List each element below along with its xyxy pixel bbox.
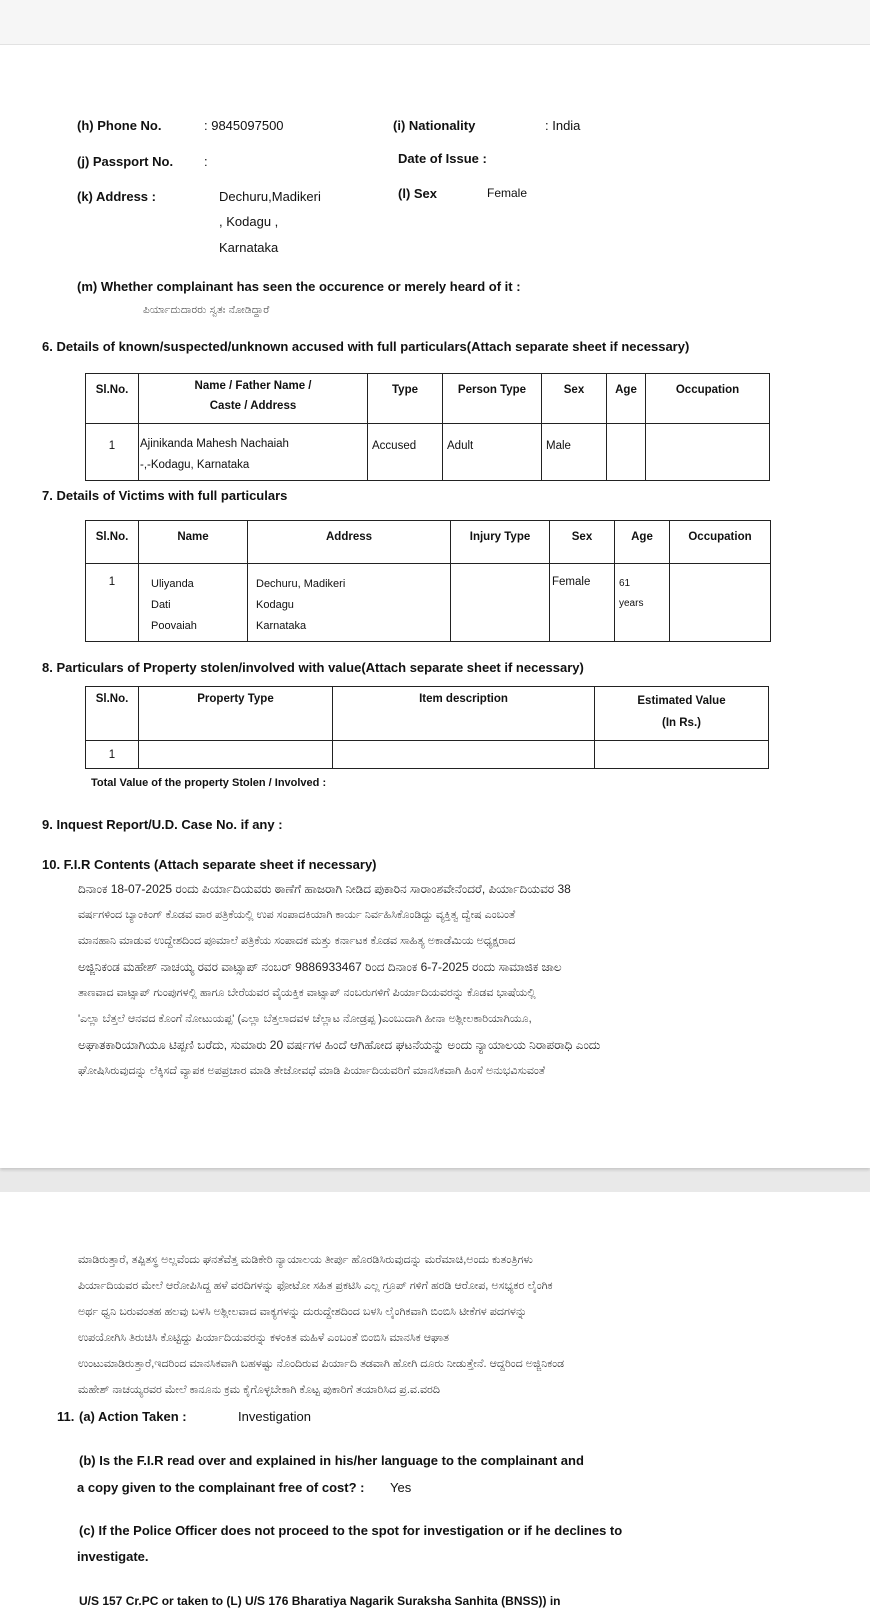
seen-occurrence-value: ಪಿರ್ಯಾದುದಾರರು ಸ್ವತಃ ನೋಡಿದ್ದಾರೆ — [143, 304, 270, 316]
sex-label: (l) Sex — [398, 186, 438, 201]
accused-occupation — [646, 424, 770, 481]
action-taken-value: Investigation — [238, 1409, 311, 1424]
col-address: Address — [248, 521, 451, 564]
fir-line: ಘೋಷಿಸಿರುವುದನ್ನು ಲೆಕ್ಕಿಸದೆ ವ್ಯಾಪಕ ಅಪಪ್ರಚಾರ ಮಾಡಿ ತೇಜೋವಧೆ ಮಾಡಿ ಪಿರ್ಯಾದಿಯವರಿಗೆ ಮಾನಸಿಕವಾಗಿ ಹಿಂಸೆ ಅನುಭವಿಸುವಂತೆ — [78, 1065, 546, 1077]
passport-value: : — [204, 154, 208, 169]
victim-age: 61 years — [615, 564, 670, 642]
fir-contents-page-2 — [78, 1247, 778, 1403]
police-officer-label-1: (c) If the Police Officer does not proceed to the spot for investigation or if he declines to — [79, 1523, 623, 1538]
fir-line: ಮಹೇಶ್ ನಾಚಯ್ಯರವರ ಮೇಲೆ ಕಾನೂನು ಕ್ರಮ ಕೈಗೊಳ್ಳಬೇಕಾಗಿ ಕೊಟ್ಟ ಪುಕಾರಿಗೆ ತಯಾರಿಸಿದ ಪ್ರ.ವ.ವರದಿ — [78, 1384, 440, 1396]
col-type: Type — [368, 374, 443, 424]
document-page-2 — [0, 1192, 870, 1608]
fir-line: ಪಿರ್ಯಾದಿಯವರ ಮೇಲೆ ಆರೋಪಿಸಿದ್ದ ಹಳೆ ವರದಿಗಳನ್ನು ಫೋಟೋ ಸಹಿತ ಪ್ರಕಟಿಸಿ ಎಲ್ಲ ಗ್ರೂಪ್ ಗಳಿಗೆ ಹರಡಿ ಆರೋಪ, ಅಸಭ್ಯಕರ ಲೈಂಗಿಕ — [78, 1280, 553, 1292]
address-line-2: , Kodagu , — [219, 214, 279, 229]
col-name: Name — [139, 521, 248, 564]
seen-occurrence-label: (m) Whether complainant has seen the occurence or merely heard of it : — [77, 279, 521, 294]
phone-value: : 9845097500 — [204, 118, 284, 133]
fir-read-over-value: Yes — [390, 1480, 412, 1495]
fir-line: ಉಪಯೋಗಿಸಿ ತಿರುಚಿಸಿ ಕೊಟ್ಟಿದ್ದು ಪಿರ್ಯಾದಿಯವರನ್ನು ಕಳಂಕಿತ ಮಹಿಳೆ ಎಂಬಂತೆ ಬಿಂಬಿಸಿ ಮಾನಸಿಕ ಆಘಾತ — [78, 1332, 449, 1344]
fir-line: ಮಾಡಿರುತ್ತಾರೆ, ತಪ್ಪಿತಸ್ಥ ಅಲ್ಲವೆಂದು ಘನತೆವೆತ್ತ ಮಡಿಕೇರಿ ನ್ಯಾಯಾಲಯ ತೀರ್ಪು ಹೊರಡಿಸಿರುವುದನ್ನು ಮರೆಮಾಚಿ,ಅಂದು ಕುತಂತ್ರಿಗಳು — [78, 1254, 533, 1266]
victim-address: Dechuru, Madikeri Kodagu Karnataka — [248, 564, 451, 642]
col-sex: Sex — [550, 521, 615, 564]
fir-read-over-label-1: (b) Is the F.I.R read over and explained in his/her language to the complainant and — [79, 1453, 584, 1468]
victim-sl: 1 — [86, 564, 139, 642]
section-6-title: 6. Details of known/suspected/unknown accused with full particulars(Attach separate sheet if necessary) — [42, 339, 690, 354]
col-person-type: Person Type — [443, 374, 542, 424]
col-sl-no: Sl.No. — [86, 521, 139, 564]
section-9-title: 9. Inquest Report/U.D. Case No. if any : — [42, 817, 283, 832]
property-type — [139, 741, 333, 769]
action-taken-label: (a) Action Taken : — [79, 1409, 187, 1424]
section-10-title: 10. F.I.R Contents (Attach separate sheet if necessary) — [42, 857, 377, 872]
fir-line: ವರ್ಷಗಳಿಂದ ಬ್ಯಾಂಕಿಂಗ್ ಕೊಡವ ವಾರ ಪತ್ರಿಕೆಯಲ್ಲಿ ಉಪ ಸಂಪಾದಕಿಯಾಗಿ ಕಾರ್ಯ ನಿರ್ವಹಿಸಿಕೊಂಡಿದ್ದು ವ್ಯಕ್ತಿತ್ವ ದ್ವೇಷ ಎಂಬಂತೆ — [78, 909, 516, 921]
victims-table — [85, 520, 771, 642]
nationality-value: : India — [545, 118, 581, 133]
phone-label: (h) Phone No. — [77, 118, 162, 133]
fir-line: ದಿನಾಂಕ 18-07-2025 ರಂದು ಪಿರ್ಯಾದಿಯವರು ಠಾಣೆಗೆ ಹಾಜರಾಗಿ ನೀಡಿದ ಪುಕಾರಿನ ಸಾರಾಂಶವೇನೆಂದರೆ, ಪಿರ್ಯಾದಿಯವರ 38 — [78, 882, 571, 896]
property-desc — [333, 741, 595, 769]
accused-sex: Male — [542, 424, 607, 481]
section-8-title: 8. Particulars of Property stolen/involved with value(Attach separate sheet if necessary) — [42, 660, 584, 675]
fir-line: ಅಘಾತಕಾರಿಯಾಗಿಯೂ ಟಿಪ್ಪಣಿ ಬರೆದು, ಸುಮಾರು 20 ವರ್ಷಗಳ ಹಿಂದೆ ಆಗಿಹೋದ ಘಟನೆಯನ್ನು ಅಂದು ನ್ಯಾಯಾಲಯ ನಿರಾಪರಾಧಿ ಎಂದು — [78, 1038, 601, 1052]
victim-sex: Female — [550, 564, 615, 642]
fir-read-over-label-2: a copy given to the complainant free of cost? : — [77, 1480, 365, 1495]
fir-line: ಅಜ್ಜಿನಿಕಂಡ ಮಹೇಶ್ ನಾಚಯ್ಯ ರವರ ವಾಟ್ಸಾಪ್ ನಂಬರ್ 9886933467 ರಿಂದ ದಿನಾಂಕ 6-7-2025 ರಂದು ಸಾಮಾಜಿಕ ಜಾಲ — [78, 960, 562, 974]
fir-line: ಮಾನಹಾನಿ ಮಾಡುವ ಉದ್ದೇಶದಿಂದ ಪೂಮಾಲೆ ಪತ್ರಿಕೆಯ ಸಂಪಾದಕ ಮತ್ತು ಕರ್ನಾಟಕ ಕೊಡವ ಸಾಹಿತ್ಯ ಅಕಾಡೆಮಿಯ ಅಧ್ಯಕ್ಷರಾದ — [78, 935, 516, 947]
table-row — [86, 424, 770, 481]
fir-line: ತಾಣವಾದ ವಾಟ್ಸಾಪ್ ಗುಂಪುಗಳಲ್ಲಿ ಹಾಗೂ ಬೇರೆಯವರ ವೈಯಕ್ತಿಕ ವಾಟ್ಸಾಪ್ ನಂಬರುಗಳಿಗೆ ಪಿರ್ಯಾದಿಯವರನ್ನು ಕೊಡವ ಭಾಷೆಯಲ್ಲಿ — [78, 987, 536, 999]
passport-label: (j) Passport No. — [77, 154, 174, 169]
col-sl-no: Sl.No. — [86, 374, 139, 424]
col-injury-type: Injury Type — [451, 521, 550, 564]
accused-type: Accused — [368, 424, 443, 481]
section-11-number: 11. — [57, 1409, 75, 1424]
property-table — [85, 686, 769, 769]
col-occupation: Occupation — [646, 374, 770, 424]
sex-value: Female — [487, 186, 528, 200]
accused-name-address: Ajinikanda Mahesh Nachaiah -,-Kodagu, Karnataka — [139, 424, 368, 481]
col-sex: Sex — [542, 374, 607, 424]
col-item-description: Item description — [333, 687, 595, 741]
col-occupation: Occupation — [670, 521, 771, 564]
page-top-margin — [0, 0, 870, 45]
col-name-father-caste-address: Name / Father Name / Caste / Address — [139, 374, 368, 424]
date-of-issue-label: Date of Issue : — [398, 151, 487, 166]
property-sl: 1 — [86, 741, 139, 769]
col-estimated-value: Estimated Value (In Rs.) — [595, 687, 769, 741]
victim-name: Uliyanda Dati Poovaiah — [139, 564, 248, 642]
table-header-row — [86, 374, 770, 424]
table-row — [86, 741, 769, 769]
address-line-1: Dechuru,Madikeri — [219, 189, 321, 204]
col-sl-no: Sl.No. — [86, 687, 139, 741]
fir-line: 'ಎಲ್ಲಾ ಬೆತ್ತಲೆ ಆನವದ ಕೊಂಗೆ ನೋಟುಯಪ್ಪ' (ಎಲ್ಲಾ ಬೆತ್ತಲಾದವಳ ಚೆಲ್ಲಾಟ ನೋಡ್ರಪ್ಪ )ಎಂಬುದಾಗಿ ಹೀನಾ ಅಶ್ಲೀಲಕಾರಿಯಾಗಿಯೂ, — [78, 1013, 532, 1025]
victim-injury-type — [451, 564, 550, 642]
accused-person-type: Adult — [443, 424, 542, 481]
table-header-row — [86, 687, 769, 741]
property-total-label: Total Value of the property Stolen / Involved : — [91, 777, 327, 789]
accused-age — [607, 424, 646, 481]
fir-contents-page-1 — [78, 876, 778, 1084]
col-property-type: Property Type — [139, 687, 333, 741]
fir-line: ಅರ್ಥ ಧ್ವನಿ ಬರುವಂತಹ ಹಲವು ಬಳಸಿ ಅಶ್ಲೀಲವಾದ ವಾಕ್ಯಗಳನ್ನು ದುರುದ್ದೇಶದಿಂದ ಬಳಸಿ ಲೈಂಗಿಕವಾಗಿ ಬಿಂಬಿಸಿ ಟೀಕೆಗಳ ಪದಗಳನ್ನು — [78, 1306, 527, 1318]
table-header-row — [86, 521, 771, 564]
col-age: Age — [615, 521, 670, 564]
nationality-label: (i) Nationality — [393, 118, 476, 133]
property-value — [595, 741, 769, 769]
address-label: (k) Address : — [77, 189, 156, 204]
police-officer-text-cut: U/S 157 Cr.PC or taken to (L) U/S 176 Bharatiya Nagarik Suraksha Sanhita (BNSS)) in — [79, 1594, 561, 1608]
col-age: Age — [607, 374, 646, 424]
table-row — [86, 564, 771, 642]
fir-line: ಉಂಟುಮಾಡಿರುತ್ತಾರೆ,ಇದರಿಂದ ಮಾನಸಿಕವಾಗಿ ಬಹಳಷ್ಟು ನೊಂದಿರುವ ಪಿರ್ಯಾದಿ ತಡವಾಗಿ ಹೋಗಿ ದೂರು ನೀಡುತ್ತೇನೆ. ಆದ್ದರಿಂದ ಅಜ್ಜಿನಿಕಂಡ — [78, 1358, 565, 1370]
victim-occupation — [670, 564, 771, 642]
police-officer-label-2: investigate. — [77, 1549, 149, 1564]
section-7-title: 7. Details of Victims with full particulars — [42, 488, 288, 503]
address-line-3: Karnataka — [219, 240, 279, 255]
accused-table — [85, 373, 770, 481]
accused-sl: 1 — [86, 424, 139, 481]
